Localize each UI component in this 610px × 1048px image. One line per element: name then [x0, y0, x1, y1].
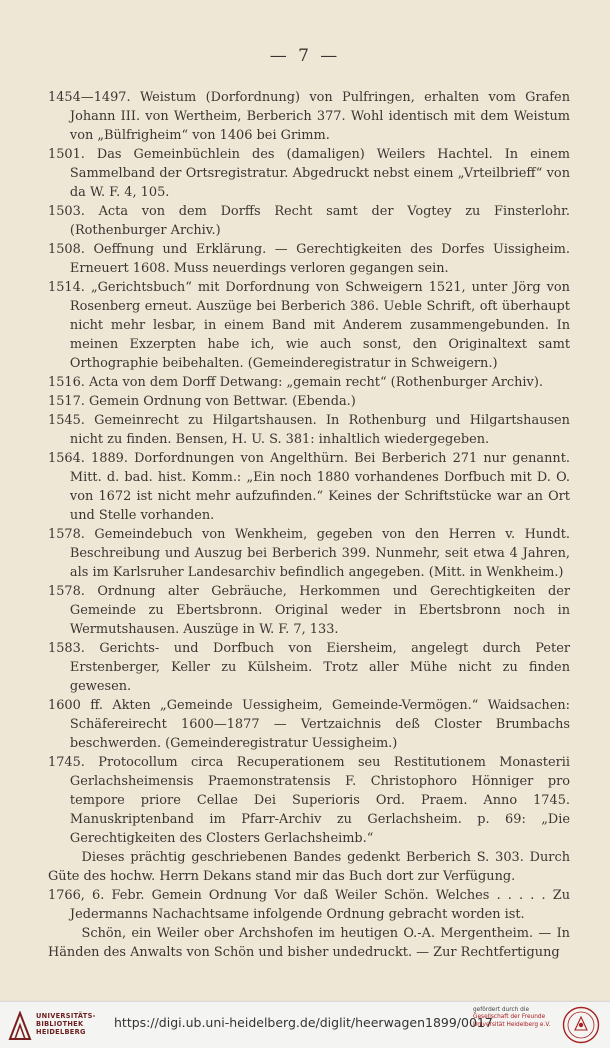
page-number: — 7 — [269, 46, 341, 66]
entry-1545: 1545. Gemeinrecht zu Hilgartshausen. In Rothenburg und Hilgartshausen nicht zu finden. Bensen, H. U. S. 381: inhaltlich wiedergegeben. [48, 413, 570, 447]
entry-1508: 1508. Oeffnung und Erklärung. — Gerechtigkeiten des Dorfes Uissigheim. Erneuert 1608. Muss neuerdings verloren gegangen sein. [48, 242, 570, 276]
entry-1454: 1454—1497. Weistum (Dorfordnung) von Pulfringen, erhalten vom Grafen Johann III. von Wertheim, Berberich 377. Wohl identisch mit dem Weistum von „Bülfrigheim“ von 1406 bei Grimm. [48, 90, 570, 143]
page-text [48, 88, 570, 962]
funder-line-2: Universität Heidelberg e.V. [473, 1021, 551, 1028]
entry-1766: 1766, 6. Febr. Gemein Ordnung Vor daß Weiler Schön. Welches . . . . . Zu Jedermanns Nachachtsame infolgende Ordnung gebracht worden ist. [48, 888, 570, 922]
entry-1745: 1745. Protocollum circa Recuperationem seu Restitutionem Monasterii Gerlachsheimensis Praemonstratensis F. Christophoro Hönniger pro tempore priore Cellae Dei Superioris Ord. Praem. Anno 1745. Manuskriptenband im Pfarr-Archiv zu Gerlachsheim. p. 69: „Die Gerechtigkeiten des Closters Gerlachsheimb.“ [48, 755, 570, 846]
entry-1600: 1600 ff. Akten „Gemeinde Uessigheim, Gemeinde-Vermögen.“ Waidsachen: Schäfereirecht 1600—1877 — Vertzaichnis deß Closter Brumbachs beschwerden. (Gemeinderegistratur Uessigheim.) [48, 698, 570, 751]
entry-1578-wenkheim: 1578. Gemeindebuch von Wenkheim, gegeben von den Herren v. Hundt. Beschreibung und Auszug bei Berberich 399. Nunmehr, seit etwa 4 Jahren, als im Karlsruher Landesarchiv befindlich angegeben. (Mitt. in Wenkheim.) [48, 527, 570, 580]
entry-1583: 1583. Gerichts- und Dorfbuch von Eiersheim, angelegt durch Peter Erstenberger, Keller zu Külsheim. Trotz aller Mühe nicht zu finden gewesen. [48, 641, 570, 694]
funder-line-1: Gesellschaft der Freunde [473, 1014, 546, 1021]
entry-1501: 1501. Das Gemeinbüchlein des (damaligen) Weilers Hachtel. In einem Sammelband der Ortsregistratur. Abgedruckt nebst einem „Vrteilbrieff“ von da W. F. 4, 105. [48, 147, 570, 200]
paragraph-berberich: Dieses prächtig geschriebenen Bandes gedenkt Berberich S. 303. Durch Güte des hochw. Herrn Dekans stand mir das Buch dort zur Verfügung. [48, 850, 570, 884]
library-name [36, 1012, 96, 1036]
entry-1564: 1564. 1889. Dorfordnungen von Angelthürn. Bei Berberich 271 nur genannt. Mitt. d. bad. hist. Komm.: „Ein noch 1880 vorhandenes Dorfbuch mit D. O. von 1672 ist nicht mehr aufzufinden.“ Keines der Schriftstücke war an Ort und Stelle vorhanden. [48, 451, 570, 523]
entry-1578-ebertsbronn: 1578. Ordnung alter Gebräuche, Herkommen und Gerechtigkeiten der Gemeinde zu Ebertsbronn. Original weder in Ebertsbronn noch in Wermutshausen. Auszüge in W. F. 7, 133. [48, 584, 570, 637]
viewer-footer [0, 1001, 610, 1048]
entry-1503: 1503. Acta von dem Dorffs Recht samt der Vogtey zu Finsterlohr. (Rothenburger Archiv.) [48, 204, 570, 238]
funded-by-label: gefördert durch die [473, 1007, 530, 1013]
funding-note [473, 1007, 559, 1029]
library-line-3: HEIDELBERG [36, 1028, 86, 1036]
entry-1516: 1516. Acta von dem Dorff Detwang: „gemain recht“ (Rothenburger Archiv). [48, 375, 543, 390]
library-line-1: UNIVERSITÄTS- [36, 1012, 96, 1020]
university-library-logo-icon[interactable] [8, 1011, 32, 1041]
document-url-link[interactable]: https://digi.ub.uni-heidelberg.de/diglit/heerwagen1899/0017 [114, 1015, 493, 1030]
university-seal-icon[interactable] [562, 1006, 600, 1044]
entry-1517: 1517. Gemein Ordnung von Bettwar. (Ebenda.) [48, 394, 356, 409]
entry-1514: 1514. „Gerichtsbuch“ mit Dorfordnung von Schweigern 1521, unter Jörg von Rosenberg erneut. Auszüge bei Berberich 386. Ueble Schrift, oft überhaupt nicht mehr lesbar, in einem Band mit Anderem zusammengebunden. In meinen Exzerpten habe ich, wie auch sonst, den Originaltext samt Orthographie beibehalten. (Gemeinderegistratur in Schweigern.) [48, 280, 570, 371]
library-line-2: BIBLIOTHEK [36, 1020, 84, 1028]
paragraph-schoen: Schön, ein Weiler ober Archshofen im heutigen O.-A. Mergentheim. — In Händen des Anwalts von Schön und bisher undedruckt. — Zur Rechtfertigung [48, 926, 570, 960]
